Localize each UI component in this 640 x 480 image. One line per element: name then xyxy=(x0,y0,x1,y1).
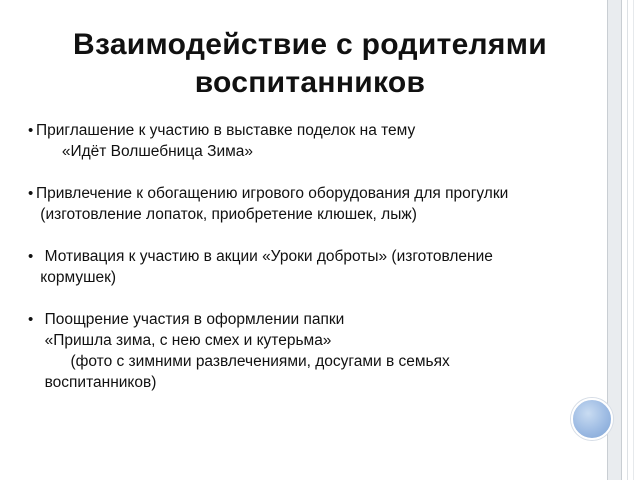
list-spacer xyxy=(28,288,598,309)
frame-line xyxy=(633,0,634,480)
decorative-circle xyxy=(571,398,613,440)
item-text-line: (фото с зимними развлечениями, досугами в семьях xyxy=(36,353,450,370)
title-line-2: воспитанников xyxy=(194,66,426,99)
frame-line xyxy=(621,0,622,480)
list-item xyxy=(28,183,598,225)
bullet-icon: • xyxy=(28,122,34,139)
item-text-line: Приглашение к участию в выставке поделок на тему xyxy=(36,122,416,139)
bullet-icon: • xyxy=(28,248,34,265)
list-item xyxy=(28,246,598,288)
item-text-line: воспитанников) xyxy=(36,374,157,391)
item-text-line: Мотивация к участию в акции «Уроки доброты» (изготовление xyxy=(36,248,493,265)
bullet-icon: • xyxy=(28,311,34,328)
item-text-line: «Пришла зима, с нею смех и кутерьма» xyxy=(36,332,332,349)
list-spacer xyxy=(28,162,598,183)
item-text-line: «Идёт Волшебница Зима» xyxy=(36,143,254,160)
item-text-line: Поощрение участия в оформлении папки xyxy=(36,311,345,328)
item-text-line: Привлечение к обогащению игрового оборудования для прогулки xyxy=(36,185,509,202)
item-text-line: кормушек) xyxy=(36,269,117,286)
list-item xyxy=(28,309,598,393)
bullet-list xyxy=(28,120,598,393)
slide-title xyxy=(20,26,600,102)
list-spacer xyxy=(28,225,598,246)
item-text-line: (изготовление лопаток, приобретение клюшек, лыж) xyxy=(36,206,417,223)
title-line-1: Взаимодействие с родителями xyxy=(73,28,547,61)
frame-line xyxy=(627,0,628,480)
list-item xyxy=(28,120,598,162)
bullet-icon: • xyxy=(28,185,34,202)
